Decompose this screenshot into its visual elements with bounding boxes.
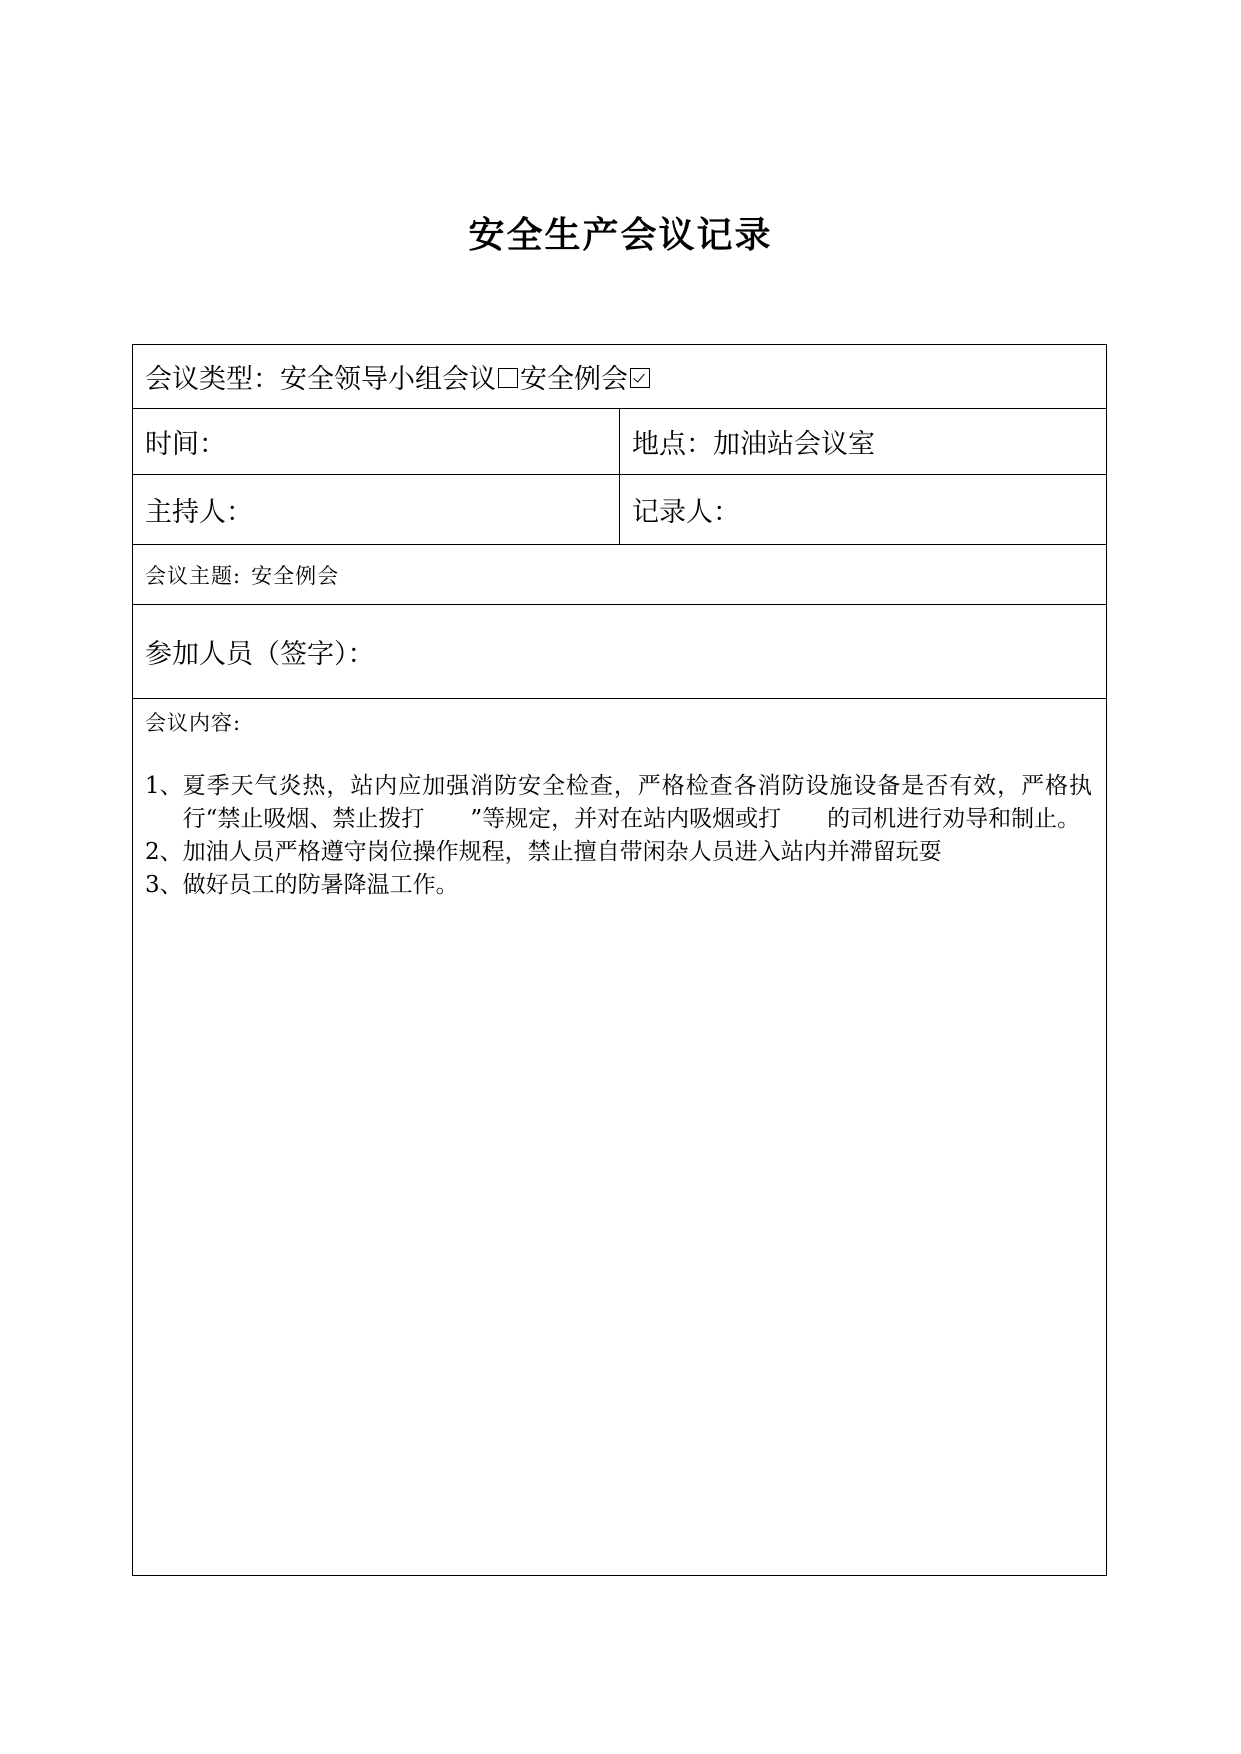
time-location-row — [133, 409, 1106, 475]
location-cell — [620, 409, 1108, 474]
recorder-cell — [620, 475, 1108, 544]
time-label: 时间： — [145, 429, 226, 460]
item-number: 1、 — [145, 773, 183, 799]
meeting-record-form — [132, 344, 1107, 1576]
topic-label: 会议主题: — [145, 563, 242, 588]
meeting-content-label: 会议内容: — [145, 711, 242, 735]
topic-cell — [133, 545, 1106, 604]
location-value[interactable]: 加油站会议室 — [713, 429, 875, 460]
time-cell — [133, 409, 620, 474]
item-number: 3、 — [145, 872, 183, 898]
item-number: 2、 — [145, 839, 183, 865]
page-title: 安全生产会议记录 — [468, 215, 773, 256]
routine-meeting-checkbox-checked[interactable] — [630, 368, 650, 388]
meeting-type-cell — [133, 345, 1106, 408]
meeting-type-label: 会议类型： — [145, 364, 280, 395]
topic-value[interactable]: 安全例会 — [251, 563, 340, 588]
attendees-label: 参加人员（签字）： — [145, 639, 375, 670]
list-item — [145, 836, 1092, 869]
item-text: 加油人员严格遵守岗位操作规程，禁止擅自带闲杂人员进入站内并滞留玩耍 — [182, 839, 942, 865]
meeting-content-list — [145, 770, 1092, 902]
host-label: 主持人： — [145, 497, 253, 528]
item-text: 做好员工的防暑降温工作。 — [182, 872, 459, 898]
meeting-type-option-leadership: 安全领导小组会议 — [280, 364, 496, 395]
host-cell — [133, 475, 620, 544]
location-label: 地点： — [632, 429, 713, 460]
topic-row — [133, 545, 1106, 605]
attendees-row — [133, 605, 1106, 699]
list-item — [145, 770, 1092, 836]
item-text: 夏季天气炎热，站内应加强消防安全检查，严格检查各消防设施设备是否有效，严格执行“禁止吸烟、禁止拨打 ”等规定，并对在站内吸烟或打 的司机进行劝导和制止。 — [182, 773, 1092, 832]
host-recorder-row — [133, 475, 1106, 545]
meeting-type-option-routine: 安全例会 — [520, 364, 628, 395]
attendees-cell[interactable] — [133, 605, 1106, 698]
leadership-meeting-checkbox[interactable] — [498, 368, 518, 388]
meeting-content-area[interactable] — [133, 699, 1106, 1573]
meeting-type-row — [133, 345, 1106, 409]
recorder-label: 记录人： — [632, 497, 740, 528]
list-item — [145, 869, 1092, 902]
